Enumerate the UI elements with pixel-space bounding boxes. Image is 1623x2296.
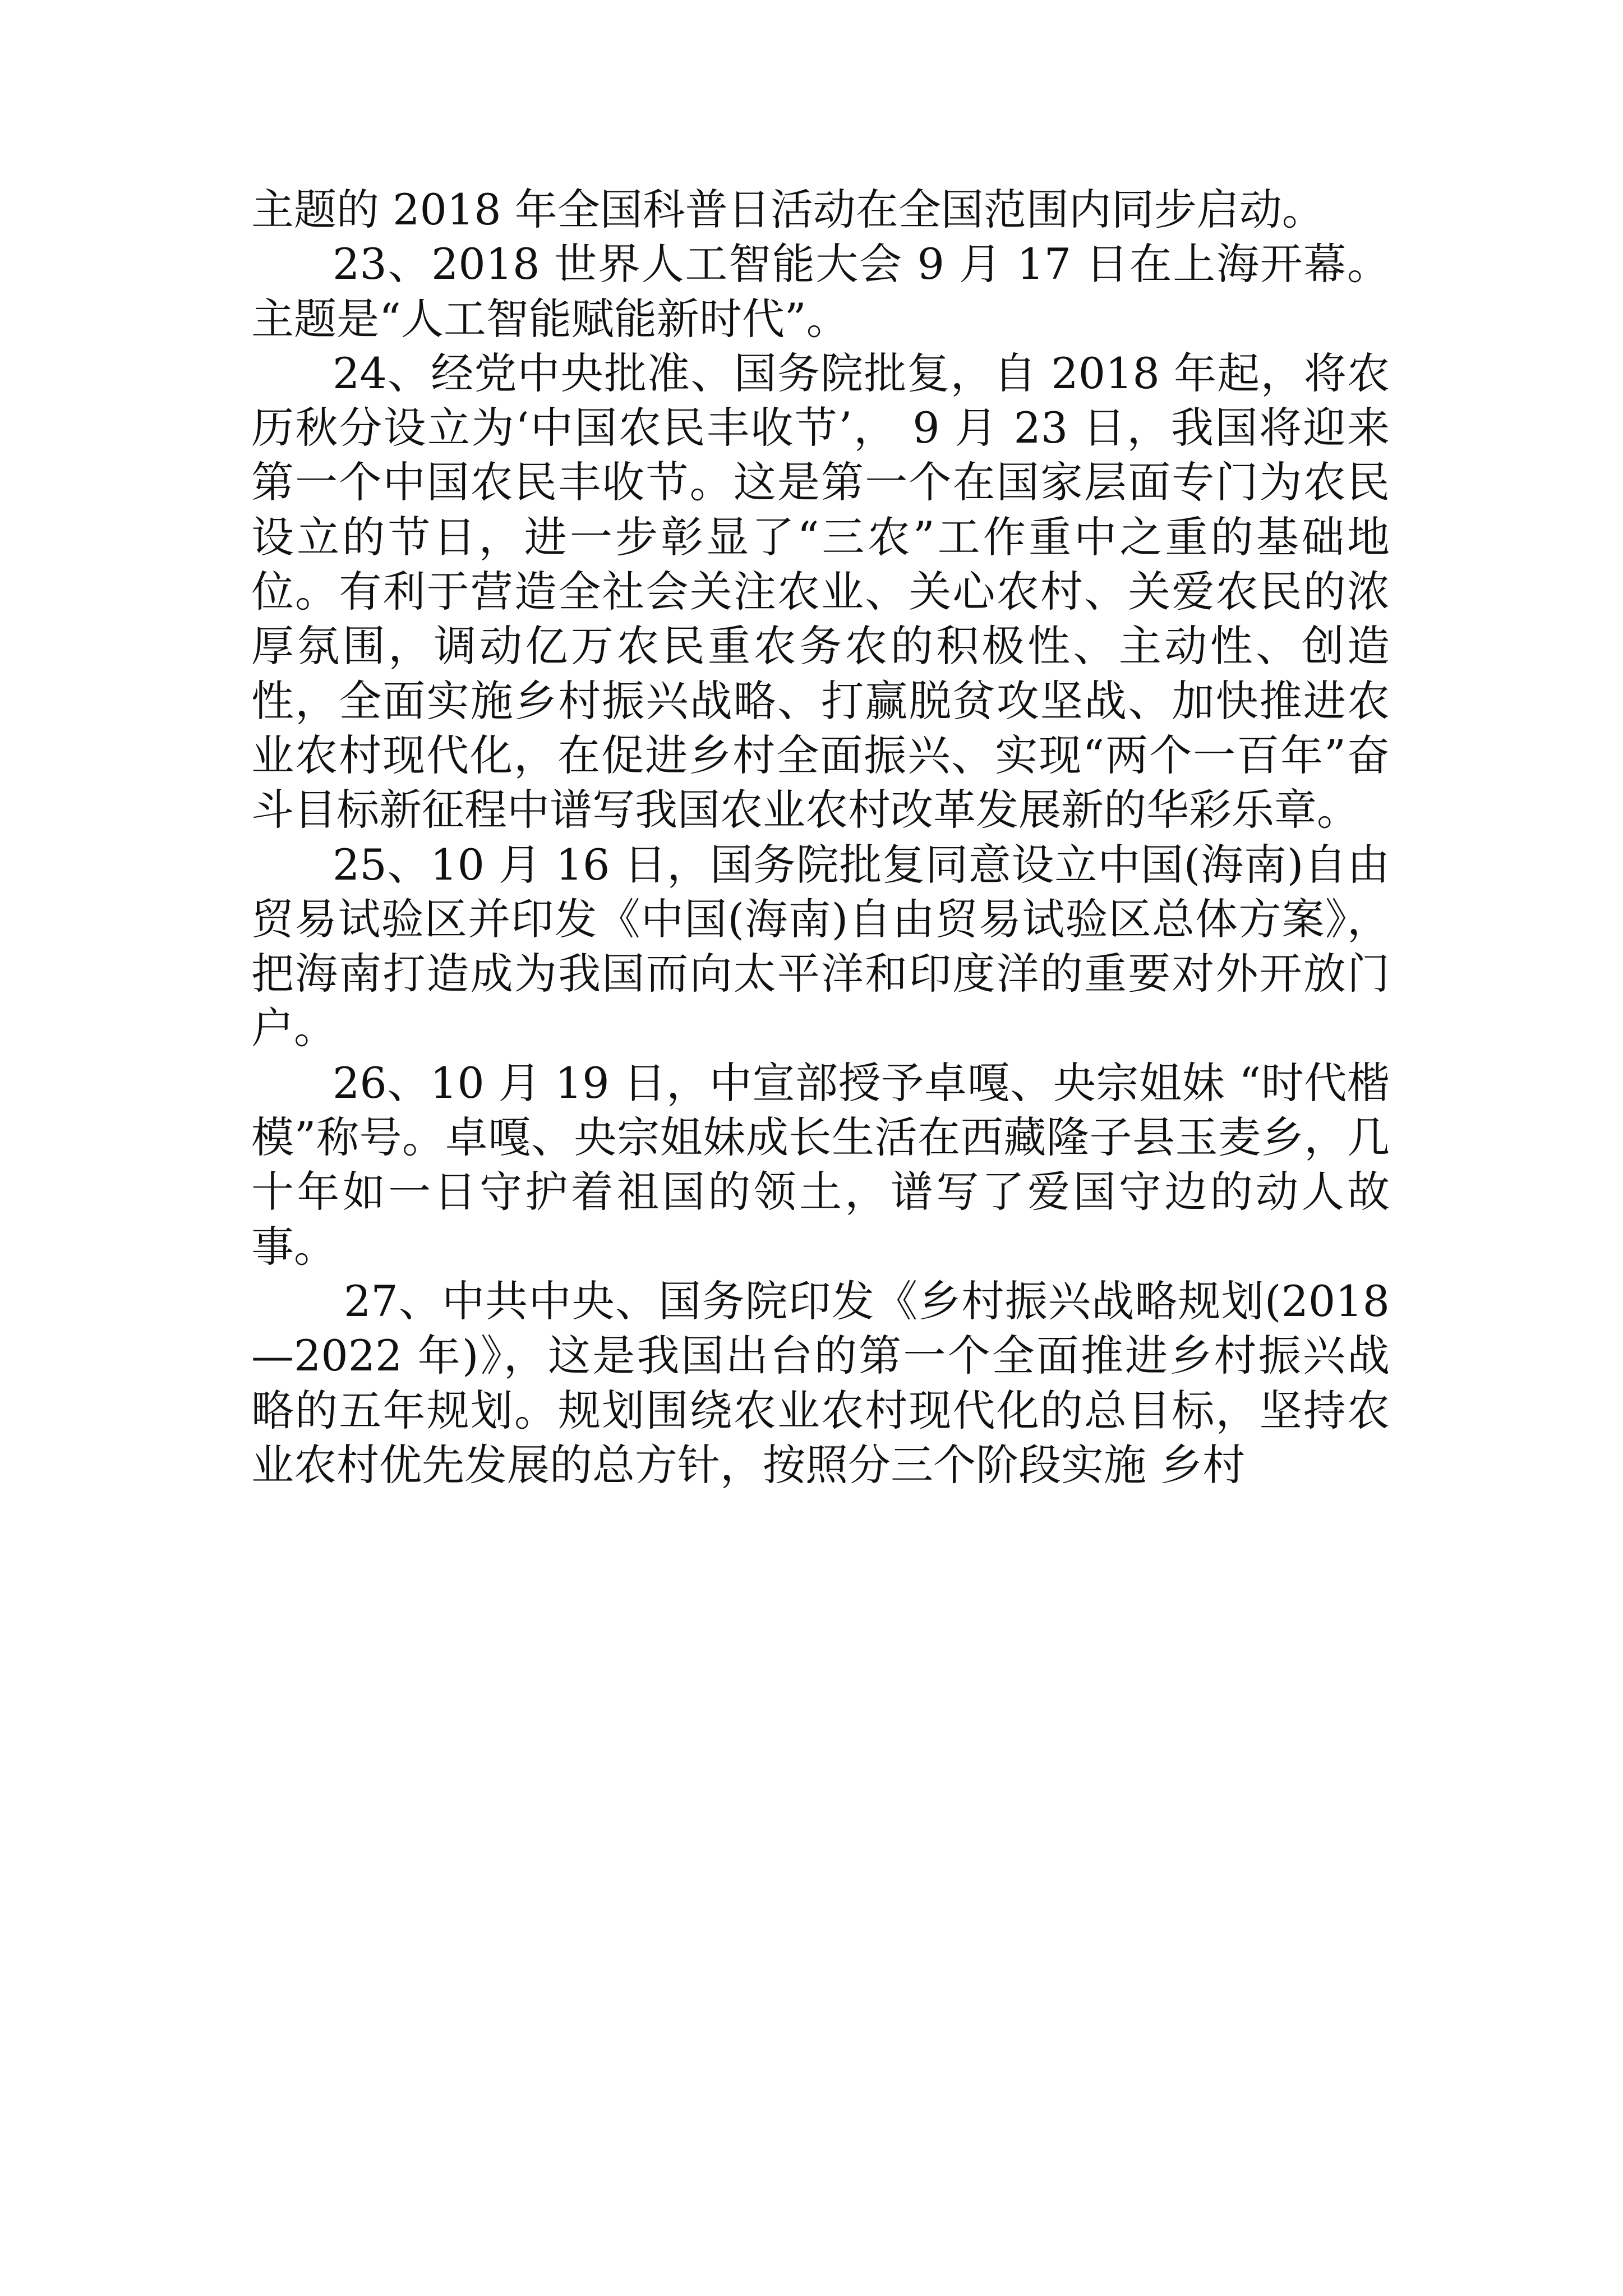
paragraph-item-27: 27、中共中央、国务院印发《乡村振兴战略规划(2018—2022 年)》，这是我国出台的第一个全面推进乡村振兴战略的五年规划。规划围绕农业农村现代化的总目标，坚持农业农村优先发展的总方针，按照分三个阶段实施 乡村 — [251, 1276, 1390, 1490]
document-body — [251, 182, 1390, 1492]
paragraph-item-26: 26、10 月 19 日，中宣部授予卓嘎、央宗姐妹 “时代楷模”称号。卓嘎、央宗姐妹成长生活在西藏隆子县玉麦乡，几十年如一日守护着祖国的领土，谱写了爱国守边的动人故事。 — [251, 1057, 1390, 1272]
paragraph-item-24: 24、经党中央批准、国务院批复，自 2018 年起，将农历秋分设立为‘中国农民丰收节’， 9 月 23 日，我国将迎来第一个中国农民丰收节。这是第一个在国家层面专门为农民设立的节日，进一步彰显了“三农”工作重中之重的基础地位。有利于营造全社会关注农业、关心农村、关爱农民的浓厚氛围，调动亿万农民重农务农的积极性、主动性、创造性，全面实施乡村振兴战略、打赢脱贫攻坚战、加快推进农业农村现代化，在促进乡村全面振兴、实现“两个一百年”奋斗目标新征程中谱写我国农业农村改革发展新的华彩乐章。 — [251, 348, 1390, 835]
paragraph-item-25: 25、10 月 16 日，国务院批复同意设立中国(海南)自由贸易试验区并印发《中国(海南)自由贸易试验区总体方案》，把海南打造成为我国而向太平洋和印度洋的重要对外开放门户。 — [251, 839, 1390, 1053]
paragraph-item-23: 23、2018 世界人工智能大会 9 月 17 日在上海开幕。主题是“人工智能赋能新时代”。 — [251, 239, 1390, 344]
paragraph-continuation: 主题的 2018 年全国科普日活动在全国范围内同步启动。 — [251, 185, 1325, 234]
